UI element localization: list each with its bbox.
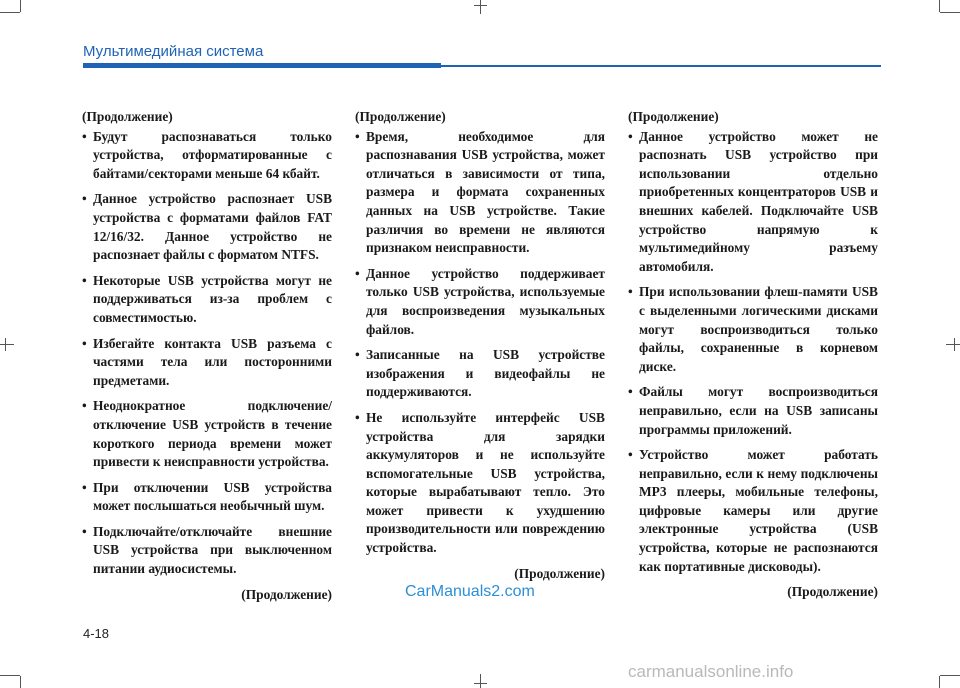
- crop-mark: [20, 0, 21, 12]
- bullet-icon: •: [355, 128, 360, 144]
- bullet-icon: •: [355, 265, 360, 281]
- list-item: [355, 265, 605, 339]
- bullet-icon: •: [628, 284, 633, 300]
- item-text: Данное устройство поддерживает только USB устройства, используемые для воспроизведения музыкальных файлов.: [366, 265, 605, 337]
- item-text: Подключайте/отключайте внешние USB устройства при выключенном питании аудиосистемы.: [93, 523, 332, 577]
- crop-mark: [20, 676, 21, 688]
- list-item: [82, 128, 332, 184]
- section-title: Мультимедийная система: [83, 43, 264, 60]
- list-item: [82, 479, 332, 516]
- crop-mark: [940, 675, 960, 676]
- bullet-icon: •: [82, 335, 87, 351]
- bullet-icon: •: [82, 398, 87, 414]
- item-text: Устройство может работать неправильно, если к нему подключены MP3 плееры, мобильные телефоны, цифровые камеры или другие электронные устройства (USB устройства, которые не распознаются как портативные дисководы).: [639, 447, 878, 574]
- text-column-3: [628, 108, 878, 602]
- bullet-icon: •: [628, 128, 633, 144]
- list-item: [355, 128, 605, 258]
- item-text: Избегайте контакта USB разъема с частями тела или посторонними предметами.: [93, 335, 332, 388]
- header-rule-thin: [441, 65, 881, 67]
- list-item: [628, 383, 878, 439]
- continued-label: (Продолжение): [241, 586, 332, 602]
- list-item: [82, 397, 332, 471]
- continued-label: (Продолжение): [628, 109, 719, 124]
- bullet-icon: •: [628, 384, 633, 400]
- bullet-icon: •: [82, 191, 87, 207]
- crop-mark: [5, 338, 6, 351]
- list-item: [82, 335, 332, 391]
- bullet-icon: •: [628, 447, 633, 463]
- item-text: Данное устройство может не распознать USB устройство при использовании отдельно приобретенных концентраторов USB и внешних кабелей. Подключайте USB устройство напрямую к мультимедийному разъему автомобиля.: [639, 128, 878, 274]
- bullet-list: [82, 128, 332, 579]
- crop-mark: [480, 0, 481, 14]
- bullet-icon: •: [355, 409, 360, 425]
- continued-label: (Продолжение): [787, 584, 878, 600]
- bullet-list: [628, 128, 878, 577]
- crop-mark: [954, 338, 955, 351]
- crop-mark: [946, 344, 960, 345]
- list-item: [628, 283, 878, 376]
- item-text: Не используйте интерфейс USB устройства для зарядки аккумуляторов и не используйте вспомогательные USB устройства, которые вырабатывают тепло. Это может привести к ухудшению производительности или повреждению устройства.: [366, 409, 605, 556]
- bullet-icon: •: [82, 272, 87, 288]
- item-text: Время, необходимое для распознавания USB устройства, может отличаться в зависимости от типа, размера и формата сохраненных данных на USB устройстве. Такие различия во времени не являются признаком неисправности.: [366, 128, 605, 256]
- list-item: [82, 272, 332, 328]
- item-text: Некоторые USB устройства могут не поддерживаться из-за проблем с совместимостью.: [93, 272, 332, 325]
- crop-mark: [939, 676, 940, 688]
- crop-mark: [474, 683, 487, 684]
- header-rule-thick: [83, 63, 441, 68]
- crop-mark: [0, 675, 20, 676]
- bullet-list: [355, 128, 605, 558]
- list-item: [628, 128, 878, 277]
- crop-mark: [939, 0, 940, 12]
- crop-mark: [940, 12, 960, 13]
- list-item: [82, 190, 332, 264]
- item-text: Записанные на USB устройстве изображения и видеофайлы не поддерживаются.: [366, 347, 605, 400]
- item-text: Неоднократное подключение/отключение USB устройств в течение короткого периода времени может привести к неисправности устройства.: [93, 398, 332, 470]
- list-item: [355, 346, 605, 402]
- watermark-text: carmanualsonline.info: [628, 662, 794, 681]
- crop-mark: [474, 5, 487, 6]
- item-text: Данное устройство распознает USB устройства с форматами файлов FAT 12/16/32. Данное устройство не распознает файлы с форматом NTFS.: [93, 191, 332, 263]
- list-item: [628, 446, 878, 576]
- crop-mark: [480, 674, 481, 688]
- watermark-link[interactable]: CarManuals2.com: [405, 583, 535, 600]
- item-text: При отключении USB устройства может послышаться необычный шум.: [93, 479, 332, 514]
- continued-label: (Продолжение): [82, 109, 173, 124]
- page-number: 4-18: [83, 626, 110, 641]
- bullet-icon: •: [82, 128, 87, 144]
- bullet-icon: •: [82, 479, 87, 495]
- continued-label: (Продолжение): [514, 565, 605, 581]
- continued-label: (Продолжение): [355, 109, 446, 124]
- item-text: При использовании флеш-памяти USB с выделенными логическими дисками могут воспроизводиться только файлы, сохраненные в корневом диске.: [639, 284, 878, 374]
- crop-mark: [0, 12, 20, 13]
- list-item: [355, 409, 605, 558]
- text-column-2: [355, 108, 605, 583]
- crop-mark: [0, 344, 14, 345]
- bullet-icon: •: [82, 523, 87, 539]
- text-column-1: [82, 108, 332, 604]
- item-text: Будут распознаваться только устройства, отформатированные с байтами/секторами меньше 64 кбайт.: [93, 128, 332, 181]
- item-text: Файлы могут воспроизводиться неправильно, если на USB записаны программы приложений.: [639, 384, 878, 437]
- list-item: [82, 523, 332, 579]
- bullet-icon: •: [355, 347, 360, 363]
